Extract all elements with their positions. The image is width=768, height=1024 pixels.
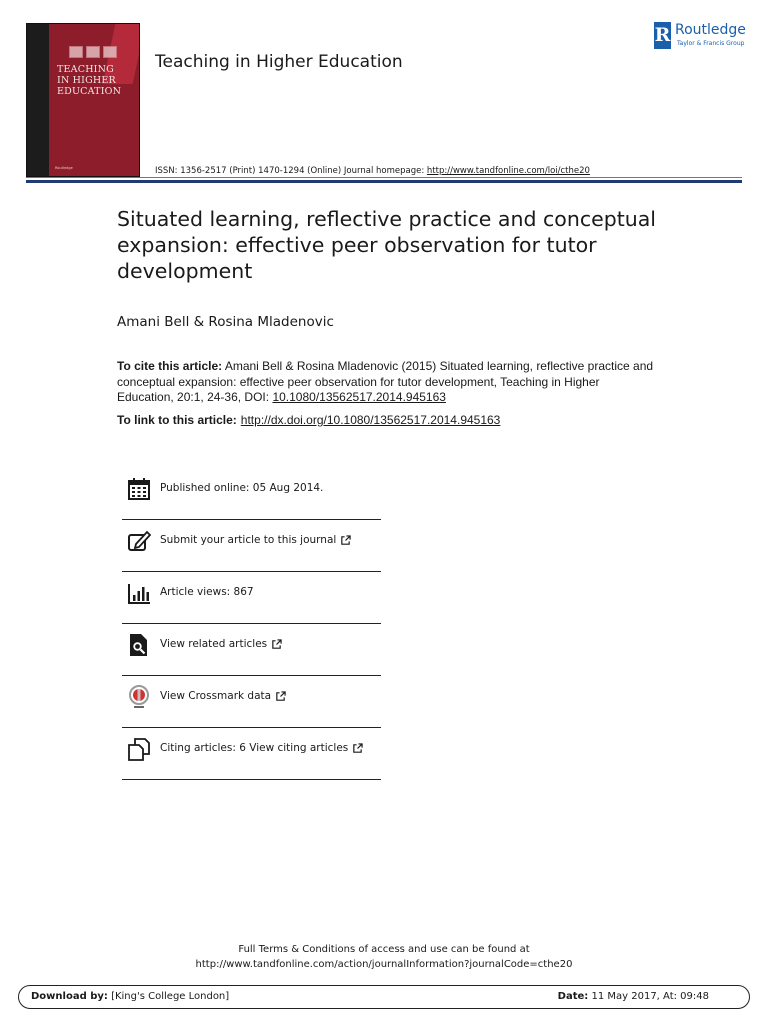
info-crossmark[interactable] — [122, 676, 381, 728]
cover-title-line: EDUCATION — [57, 86, 122, 97]
external-link-icon — [352, 743, 363, 754]
citing-articles-label: Citing articles: 6 View citing articles — [160, 742, 349, 754]
article-authors: Amani Bell & Rosina Mladenovic — [117, 314, 334, 330]
download-by-value: [King's College London] — [107, 991, 230, 1002]
related-search-icon — [127, 633, 151, 657]
download-date — [558, 991, 709, 1002]
publisher-subtitle: Taylor & Francis Group — [677, 40, 745, 47]
publisher-logo — [654, 22, 746, 52]
cover-title-line: IN HIGHER — [57, 75, 116, 86]
bar-chart-icon — [127, 581, 151, 605]
article-link-row — [117, 413, 500, 427]
terms-note — [0, 942, 768, 972]
info-submit-article[interactable] — [122, 520, 381, 572]
external-link-icon — [275, 691, 286, 702]
crossmark-link[interactable] — [160, 690, 286, 702]
journal-cover-image — [26, 23, 140, 177]
citing-articles-link[interactable] — [160, 742, 363, 754]
related-articles-link[interactable] — [160, 638, 282, 650]
published-online-text: Published online: 05 Aug 2014. — [160, 482, 324, 494]
download-by-label: Download by: — [31, 991, 108, 1002]
info-article-views — [122, 572, 381, 624]
publisher-name: Routledge — [675, 22, 746, 38]
download-date-value: 11 May 2017, At: 09:48 — [588, 991, 709, 1002]
link-label: To link to this article: — [117, 413, 237, 427]
cite-doi-link[interactable]: 10.1080/13562517.2014.945163 — [272, 390, 446, 404]
info-related-articles[interactable] — [122, 624, 381, 676]
article-doi-link[interactable]: http://dx.doi.org/10.1080/13562517.2014.945163 — [240, 413, 501, 427]
external-link-icon — [271, 639, 282, 650]
citation-block — [117, 359, 657, 406]
cite-label: To cite this article: — [117, 359, 223, 373]
terms-url[interactable]: http://www.tandfonline.com/action/journalInformation?journalCode=cthe20 — [195, 959, 573, 970]
issn-text: ISSN: 1356-2517 (Print) 1470-1294 (Online) Journal homepage: — [155, 166, 427, 176]
cover-title-line: TEACHING — [57, 64, 114, 75]
journal-homepage-link[interactable]: http://www.tandfonline.com/loi/cthe20 — [426, 166, 590, 176]
routledge-r-icon: R — [654, 22, 671, 49]
edit-icon — [127, 529, 151, 553]
article-title: Situated learning, reflective practice and conceptual expansion: effective peer observation for tutor development — [117, 207, 657, 283]
article-info-list — [122, 468, 381, 780]
article-views-text: Article views: 867 — [160, 586, 254, 598]
external-link-icon — [340, 535, 351, 546]
download-info-bar — [18, 985, 750, 1009]
submit-article-label: Submit your article to this journal — [160, 534, 337, 546]
info-citing-articles[interactable] — [122, 728, 381, 780]
cite-text: Amani Bell & Rosina Mladenovic (2015) Situated learning, reflective practice and conceptual expansion: effective peer observation for tutor development, Teaching in Higher Education, 20:1, 24-36, DOI: — [117, 359, 654, 404]
terms-line: Full Terms & Conditions of access and use can be found at — [238, 944, 530, 955]
cover-publisher-mark: Routledge — [55, 166, 73, 170]
header-rule-thin — [26, 177, 742, 178]
issn-line — [155, 166, 590, 176]
crossmark-label: View Crossmark data — [160, 690, 272, 702]
crossmark-icon — [127, 685, 151, 709]
submit-article-link[interactable] — [160, 534, 351, 546]
calendar-icon — [127, 477, 151, 501]
download-date-label: Date: — [557, 991, 589, 1002]
related-articles-label: View related articles — [160, 638, 268, 650]
cover-thumbnails — [69, 46, 117, 58]
info-published-online — [122, 468, 381, 520]
journal-title: Teaching in Higher Education — [155, 52, 403, 72]
header-rule-thick — [26, 180, 742, 183]
citing-icon — [127, 737, 151, 761]
cover-spine — [27, 24, 49, 176]
download-by — [31, 991, 229, 1002]
cover-title — [57, 64, 137, 97]
